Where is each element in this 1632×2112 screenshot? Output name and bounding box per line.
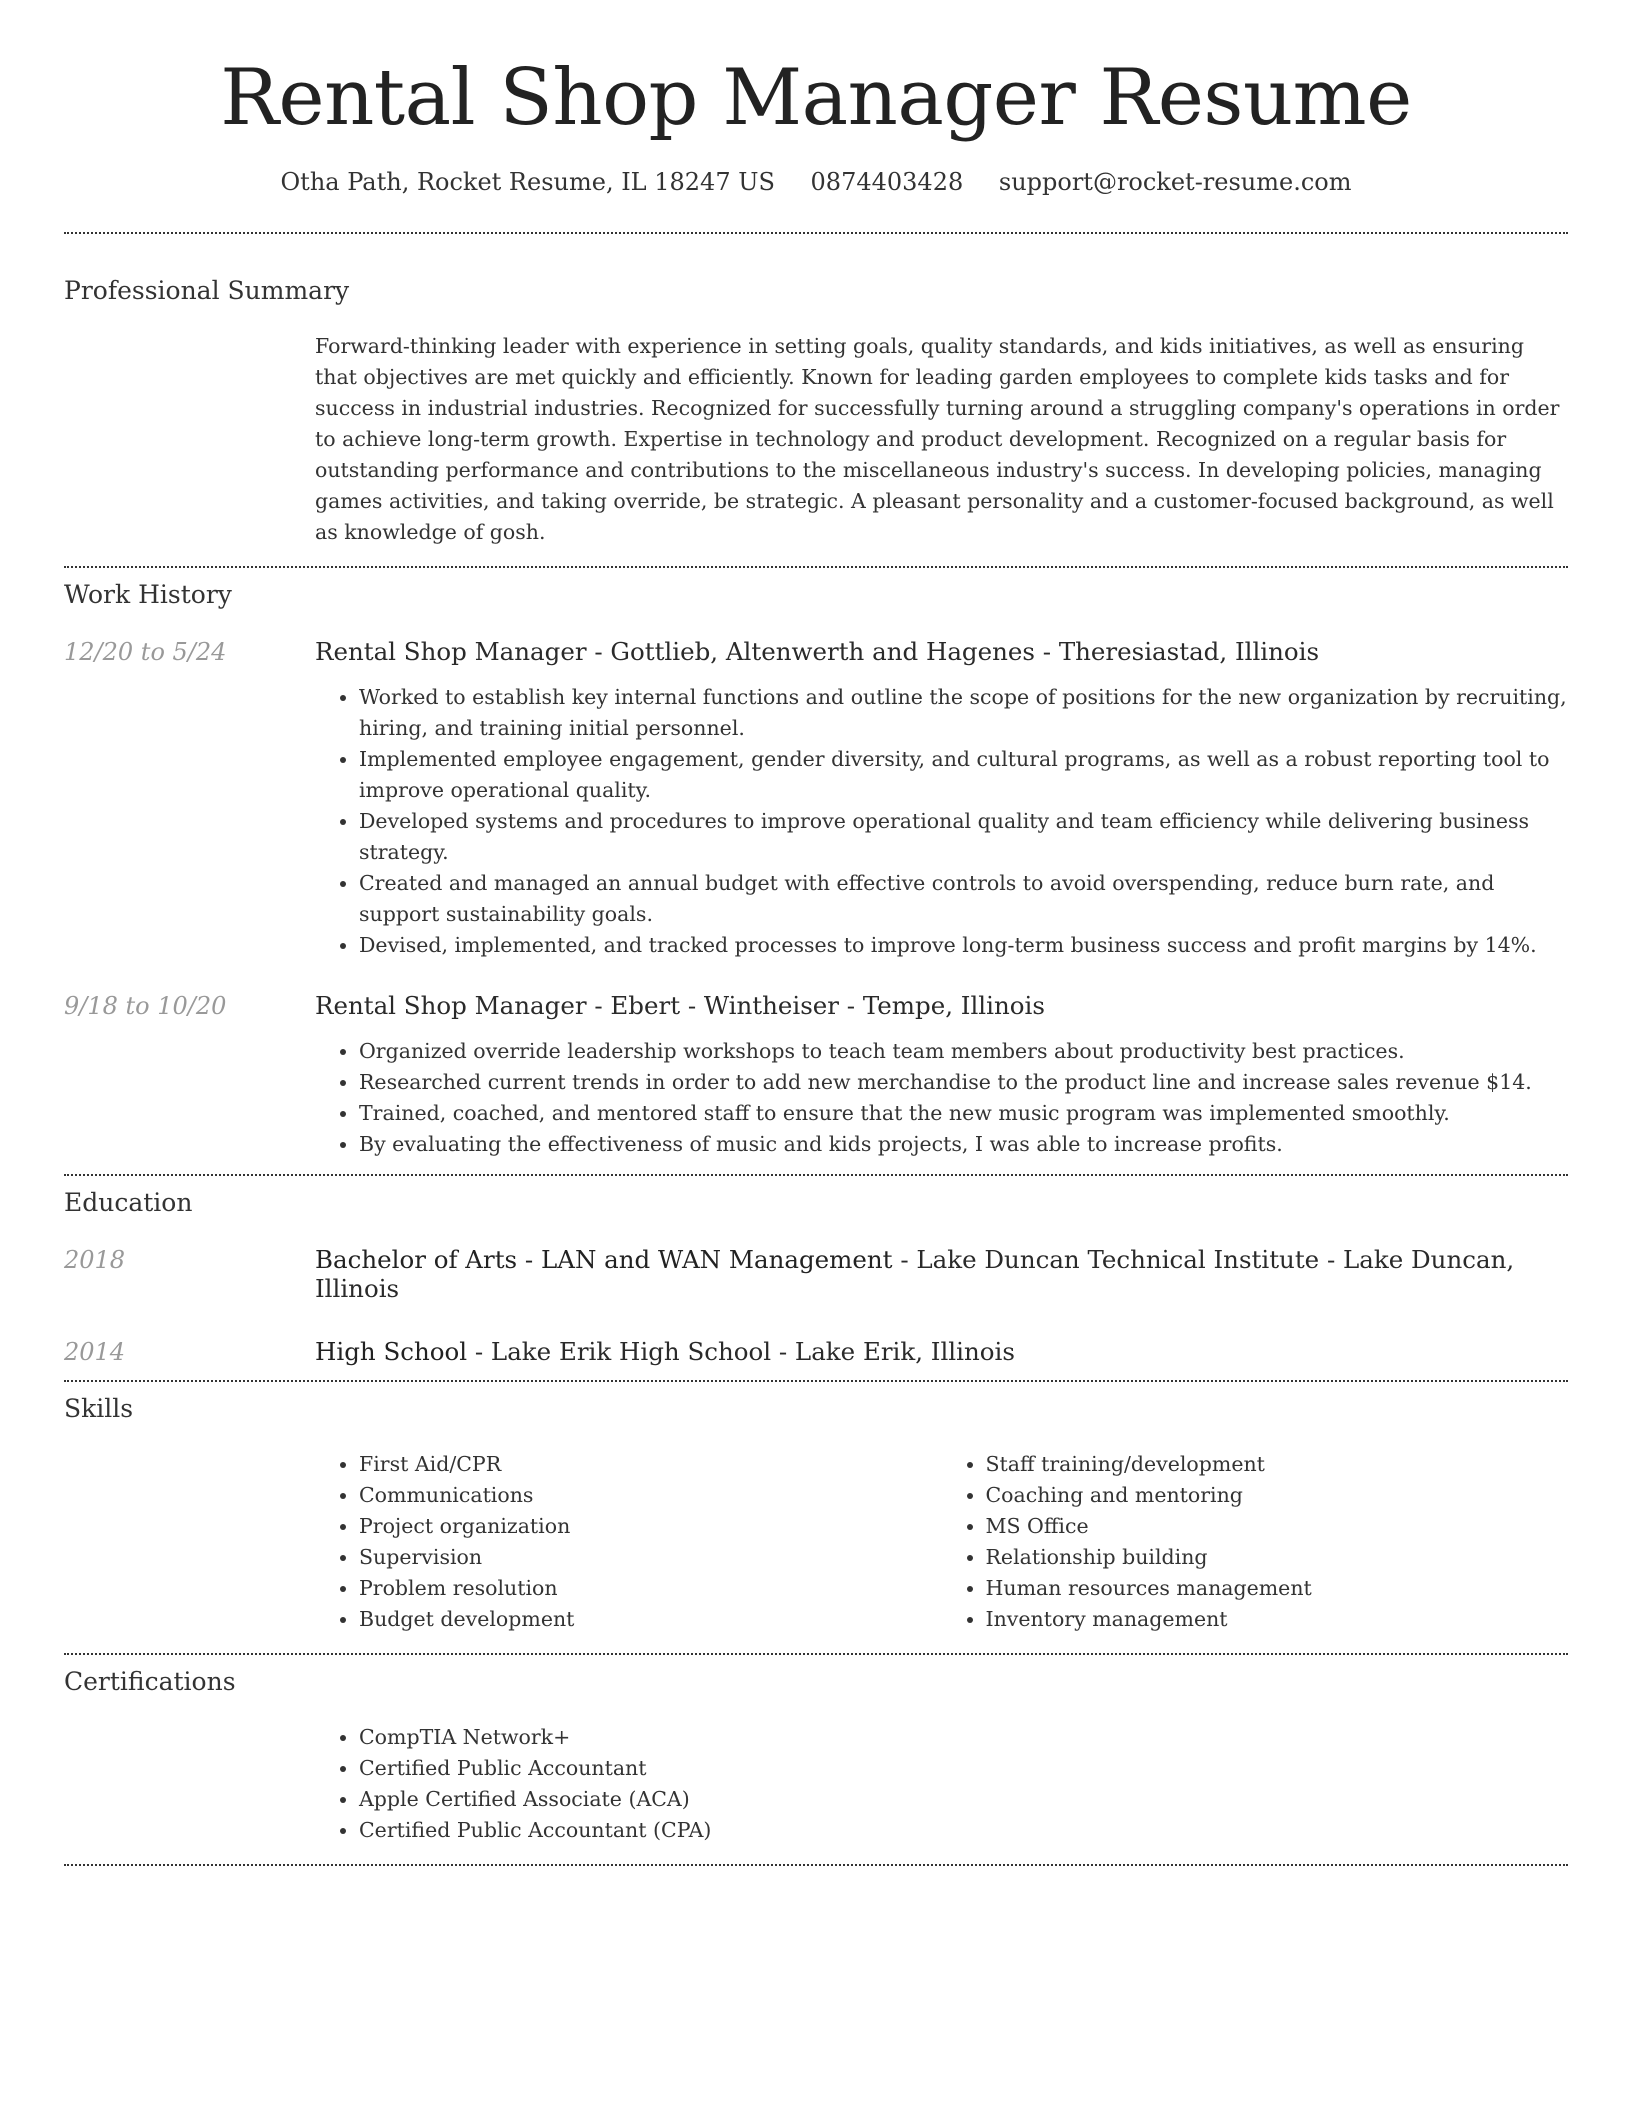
list-item: • Created and managed an annual budget with effective controls to avoid overspending, reduce burn rate, and support sustainability goals. [359, 868, 1568, 930]
job-bullets [315, 1036, 1568, 1160]
education-degree: High School [315, 1336, 468, 1366]
skills-heading: Skills [64, 1393, 134, 1423]
list-item: • Relationship building [986, 1542, 1569, 1573]
skills-list-right [942, 1449, 1569, 1635]
list-item: • First Aid/CPR [359, 1449, 942, 1480]
contact-address: Otha Path, Rocket Resume, IL 18247 US [280, 167, 775, 196]
list-item: • Researched current trends in order to add new merchandise to the product line and increase sales revenue $14. [359, 1067, 1568, 1098]
summary-text: Forward-thinking leader with experience in setting goals, quality standards, and kids initiatives, as well as ensuring that objectives are met quickly and efficiently. Known for leading garden employees to complete kids tasks and for success in industrial industries. Recognized for successfully turning around a struggling company's operations in order to achieve long-term growth. Expertise in technology and product development. Recognized on a regular basis for outstanding performance and contributions to the miscellaneous industry's success. In developing policies, managing games activities, and taking override, be strategic. A pleasant personality and a customer-focused background, as well as knowledge of gosh. [315, 333, 1560, 544]
list-item: • CompTIA Network+ [359, 1722, 1568, 1753]
list-item: • Problem resolution [359, 1573, 942, 1604]
list-item: • Worked to establish key internal functions and outline the scope of positions for the new organization by recruiting, hiring, and training initial personnel. [359, 682, 1568, 744]
education-entry [64, 1337, 1568, 1366]
job-dates: 12/20 to 5/24 [64, 637, 227, 666]
job-title: Rental Shop Manager - Ebert - Wintheiser - Tempe, Illinois [315, 990, 1045, 1020]
divider [64, 566, 1568, 568]
list-item: • Trained, coached, and mentored staff to ensure that the new music program was implemented smoothly. [359, 1098, 1568, 1129]
resume-title: Rental Shop Manager Resume [220, 53, 1412, 143]
education-year: 2014 [64, 1337, 126, 1366]
list-item: • Apple Certified Associate (ACA) [359, 1784, 1568, 1815]
divider [64, 1174, 1568, 1176]
list-item: • Coaching and mentoring [986, 1480, 1569, 1511]
contact-line [64, 168, 1568, 196]
job-bullets [315, 682, 1568, 961]
list-item: • Certified Public Accountant (CPA) [359, 1815, 1568, 1846]
list-item: • Certified Public Accountant [359, 1753, 1568, 1784]
certifications-list [315, 1722, 1568, 1846]
summary-heading: Professional Summary [64, 275, 350, 305]
contact-phone: 0874403428 [810, 167, 964, 196]
job-entry [64, 991, 1568, 1160]
education-details [315, 1337, 1015, 1366]
education-section [64, 1188, 1568, 1366]
divider [64, 232, 1568, 234]
list-item: • Organized override leadership workshops to teach team members about productivity best practices. [359, 1036, 1568, 1067]
education-details [315, 1245, 1568, 1303]
list-item: • Inventory management [986, 1604, 1569, 1635]
list-item: • Project organization [359, 1511, 942, 1542]
certifications-heading: Certifications [64, 1666, 236, 1696]
work-history-section [64, 580, 1568, 1160]
list-item: • By evaluating the effectiveness of music and kids projects, I was able to increase profits. [359, 1129, 1568, 1160]
list-item: • Human resources management [986, 1573, 1569, 1604]
divider [64, 1653, 1568, 1655]
divider [64, 1380, 1568, 1382]
list-item: • Developed systems and procedures to improve operational quality and team efficiency while delivering business strategy. [359, 806, 1568, 868]
contact-email: support@rocket-resume.com [998, 167, 1352, 196]
list-item: • Implemented employee engagement, gender diversity, and cultural programs, as well as a robust reporting tool to improve operational quality. [359, 744, 1568, 806]
education-entry [64, 1245, 1568, 1303]
summary-section [64, 276, 1568, 548]
education-degree: Bachelor of Arts - LAN and WAN Management [315, 1244, 893, 1274]
work-history-heading: Work History [64, 579, 232, 609]
education-school: - Lake Duncan Technical Institute - Lake Duncan, Illinois [315, 1244, 1515, 1303]
divider [64, 1864, 1568, 1866]
skills-list-left [315, 1449, 942, 1635]
list-item: • MS Office [986, 1511, 1569, 1542]
list-item: • Staff training/development [986, 1449, 1569, 1480]
job-dates: 9/18 to 10/20 [64, 991, 227, 1020]
education-school: - Lake Erik High School - Lake Erik, Illinois [467, 1336, 1015, 1366]
education-heading: Education [64, 1187, 193, 1217]
certifications-section [64, 1667, 1568, 1846]
list-item: • Supervision [359, 1542, 942, 1573]
skills-section [64, 1394, 1568, 1635]
list-item: • Budget development [359, 1604, 942, 1635]
education-year: 2018 [64, 1245, 126, 1274]
list-item: • Communications [359, 1480, 942, 1511]
job-entry [64, 637, 1568, 961]
list-item: • Devised, implemented, and tracked processes to improve long-term business success and profit margins by 14%. [359, 930, 1568, 961]
job-title: Rental Shop Manager - Gottlieb, Altenwerth and Hagenes - Theresiastad, Illinois [315, 636, 1320, 666]
